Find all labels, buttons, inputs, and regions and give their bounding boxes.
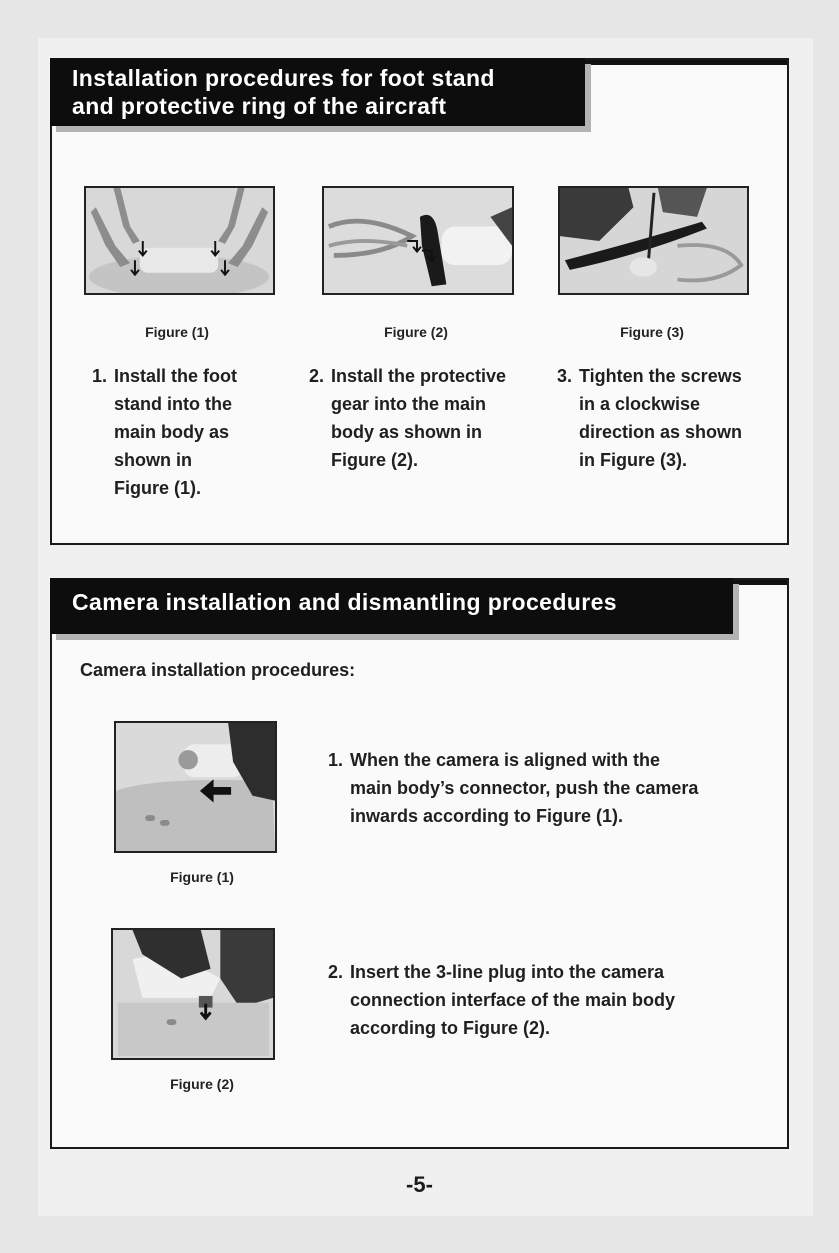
step-2-text: Install the protective gear into the main body as shown in Figure (2). [331, 366, 507, 470]
figure-1-caption: Figure (1) [145, 324, 209, 340]
section-title-line-1: Installation procedures for foot stand [72, 65, 495, 91]
camera-step-1 [328, 746, 768, 830]
figure-3-image [558, 186, 749, 295]
camera-installation-subheading: Camera installation procedures: [80, 660, 356, 680]
camera-step-1-text: When the camera is aligned with the main body’s connector, push the camera inwards according to Figure (1). [350, 750, 699, 826]
foot-stand-section [50, 58, 789, 545]
camera-step-1-number: 1. [328, 750, 344, 770]
camera-section [50, 578, 789, 1149]
figure-1-image [84, 186, 275, 295]
figure-3-caption: Figure (3) [620, 324, 684, 340]
step-2-number: 2. [309, 366, 325, 386]
section-title-line-2: and protective ring of the aircraft [72, 93, 447, 119]
step-1-text: Install the foot stand into the main body as shown in Figure (1). [114, 366, 237, 498]
camera-figure-1-image [114, 721, 277, 853]
section-title [50, 58, 585, 126]
step-3-number: 3. [557, 366, 573, 386]
figure-2-image [322, 186, 514, 295]
step-2 [309, 362, 549, 474]
section-title: Camera installation and dismantling procedures [50, 578, 733, 634]
step-3-text: Tighten the screws in a clockwise direction as shown in Figure (3). [579, 366, 743, 470]
camera-figure-2-image [111, 928, 275, 1060]
page-number: -5- [406, 1172, 433, 1197]
step-1 [92, 362, 292, 502]
camera-step-2-number: 2. [328, 962, 344, 982]
step-1-number: 1. [92, 366, 108, 386]
step-3 [557, 362, 787, 474]
camera-step-2-text: Insert the 3-line plug into the camera connection interface of the main body according to Figure (2). [350, 962, 676, 1038]
figure-2-caption: Figure (2) [384, 324, 448, 340]
camera-step-2 [328, 958, 768, 1042]
camera-figure-2-caption: Figure (2) [170, 1076, 234, 1092]
camera-figure-1-caption: Figure (1) [170, 869, 234, 885]
